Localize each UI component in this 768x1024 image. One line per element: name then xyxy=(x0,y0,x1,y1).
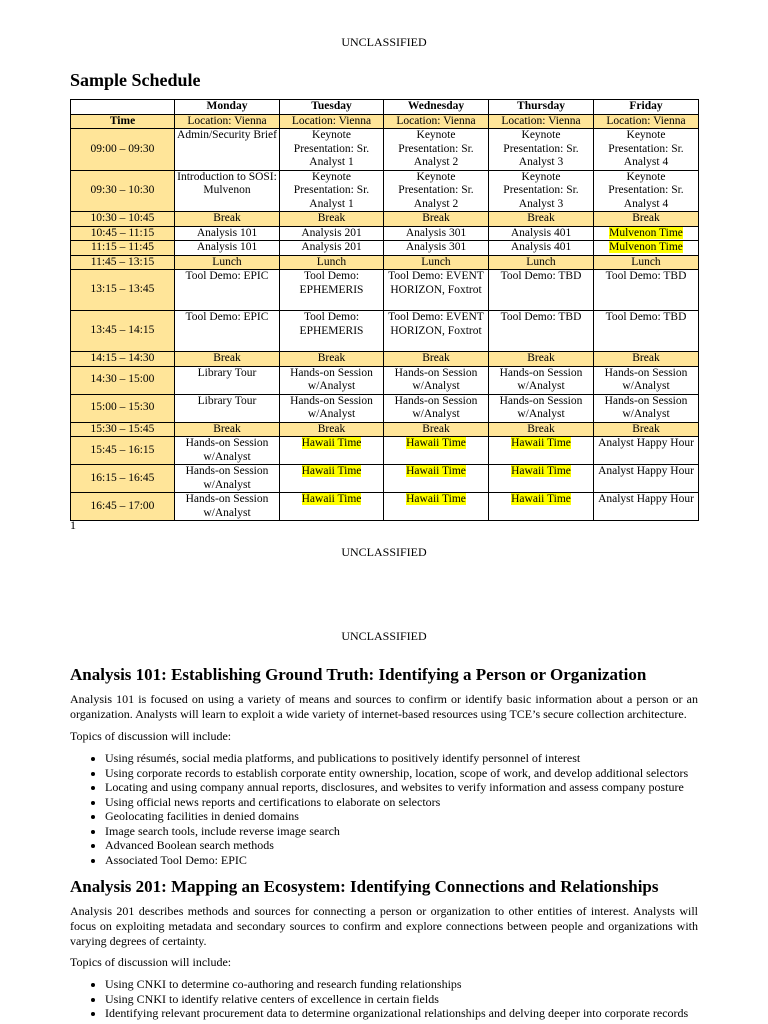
schedule-row xyxy=(71,366,699,394)
analysis-201-topics-intro: Topics of discussion will include: xyxy=(70,955,232,969)
day-header-row xyxy=(71,100,699,115)
session-cell: Keynote Presentation: Sr. Analyst 3 xyxy=(489,170,594,212)
session-cell: Lunch xyxy=(594,255,699,270)
highlighted-session-text: Hawaii Time xyxy=(511,465,571,477)
session-cell: Hands-on Session w/Analyst xyxy=(175,465,280,493)
corner-cell xyxy=(71,100,175,115)
highlighted-session-text: Mulvenon Time xyxy=(609,226,683,239)
session-cell xyxy=(489,493,594,521)
session-cell: Hands-on Session w/Analyst xyxy=(280,394,384,422)
session-cell: Keynote Presentation: Sr. Analyst 1 xyxy=(280,129,384,171)
session-cell xyxy=(489,437,594,465)
session-cell xyxy=(280,437,384,465)
session-cell: Analyst Happy Hour xyxy=(594,493,699,521)
session-cell: Introduction to SOSI: Mulvenon xyxy=(175,170,280,212)
session-cell: Analysis 401 xyxy=(489,226,594,241)
session-cell xyxy=(384,465,489,493)
session-cell: Hands-on Session w/Analyst xyxy=(489,366,594,394)
session-cell: Break xyxy=(384,212,489,227)
session-cell xyxy=(384,437,489,465)
analysis-201-heading: Analysis 201: Mapping an Ecosystem: Identifying Connections and Relationships xyxy=(70,877,659,896)
session-cell: Lunch xyxy=(384,255,489,270)
session-cell: Tool Demo: EPHEMERIS xyxy=(280,270,384,311)
session-cell: Analysis 101 xyxy=(175,241,280,256)
location-cell: Location: Vienna xyxy=(384,114,489,129)
classification-marking-bottom: UNCLASSIFIED xyxy=(341,545,427,559)
analysis-101-topic-list xyxy=(70,751,733,867)
session-cell: Keynote Presentation: Sr. Analyst 2 xyxy=(384,170,489,212)
analysis-101-topics-intro: Topics of discussion will include: xyxy=(70,729,232,743)
highlighted-session-text: Hawaii Time xyxy=(511,493,571,505)
highlighted-session-text: Hawaii Time xyxy=(511,437,571,449)
list-item: • Using résumés, social media platforms, and publications to positively identify personnel of interest xyxy=(105,751,733,766)
time-slot-cell: 14:30 – 15:00 xyxy=(71,366,175,394)
schedule-row xyxy=(71,170,699,212)
session-cell: Break xyxy=(175,422,280,437)
session-cell: Tool Demo: EPIC xyxy=(175,270,280,311)
time-header: Time xyxy=(71,114,175,129)
time-slot-cell: 11:15 – 11:45 xyxy=(71,241,175,256)
session-cell: Tool Demo: TBD xyxy=(489,270,594,311)
schedule-row xyxy=(71,255,699,270)
session-cell: Keynote Presentation: Sr. Analyst 2 xyxy=(384,129,489,171)
session-cell: Lunch xyxy=(489,255,594,270)
session-cell: Break xyxy=(489,422,594,437)
session-cell: Library Tour xyxy=(175,366,280,394)
location-cell: Location: Vienna xyxy=(594,114,699,129)
session-cell: Break xyxy=(594,352,699,367)
time-slot-cell: 15:00 – 15:30 xyxy=(71,394,175,422)
session-cell xyxy=(384,493,489,521)
list-item: • Using CNKI to determine co-authoring and research funding relationships xyxy=(105,977,733,992)
schedule-row xyxy=(71,437,699,465)
analysis-101-paragraph: Analysis 101 is focused on using a variety of means and sources to confirm or identify basic information about a person or an organization. Analysts will learn to exploit a wide variety of internet-based resources using TCE’s secure collection architecture. xyxy=(70,692,698,721)
analysis-201-paragraph: Analysis 201 describes methods and sources for connecting a person or organization to other entities of interest. Analysts will focus on exploiting metadata and secondary sources to confirm and explore connections between people and organizations with varying degrees of certainty. xyxy=(70,904,698,948)
session-cell: Tool Demo: TBD xyxy=(594,270,699,311)
time-slot-cell: 13:15 – 13:45 xyxy=(71,270,175,311)
list-item: • Identifying relevant procurement data to determine organizational relationships and delving deeper into corporate records xyxy=(105,1006,733,1021)
schedule-row xyxy=(71,212,699,227)
highlighted-session-text: Hawaii Time xyxy=(406,437,466,449)
highlighted-session-text: Hawaii Time xyxy=(301,493,362,505)
highlighted-session-text: Mulvenon Time xyxy=(609,241,683,253)
session-cell: Break xyxy=(280,422,384,437)
session-cell: Hands-on Session w/Analyst xyxy=(594,366,699,394)
analysis-101-heading: Analysis 101: Establishing Ground Truth: Identifying a Person or Organization xyxy=(70,665,647,684)
session-cell: Analysis 401 xyxy=(489,241,594,256)
time-slot-cell: 09:00 – 09:30 xyxy=(71,129,175,171)
schedule-row xyxy=(71,465,699,493)
schedule-row xyxy=(71,352,699,367)
schedule-row xyxy=(71,394,699,422)
day-header: Friday xyxy=(594,100,699,115)
session-cell xyxy=(489,465,594,493)
time-slot-cell: 09:30 – 10:30 xyxy=(71,170,175,212)
session-cell: Hands-on Session w/Analyst xyxy=(280,366,384,394)
session-cell: Hands-on Session w/Analyst xyxy=(384,366,489,394)
session-cell: Lunch xyxy=(280,255,384,270)
session-cell: Hands-on Session w/Analyst xyxy=(594,394,699,422)
session-cell: Break xyxy=(175,352,280,367)
list-item: • Using official news reports and certifications to elaborate on selectors xyxy=(105,795,733,810)
session-cell xyxy=(594,226,699,241)
schedule-row xyxy=(71,241,699,256)
list-item: • Advanced Boolean search methods xyxy=(105,838,733,853)
session-cell: Break xyxy=(594,422,699,437)
time-slot-cell: 10:30 – 10:45 xyxy=(71,212,175,227)
time-slot-cell: 15:30 – 15:45 xyxy=(71,422,175,437)
session-cell: Tool Demo: EVENT HORIZON, Foxtrot xyxy=(384,311,489,352)
session-cell: Analysis 201 xyxy=(280,226,384,241)
session-cell: Library Tour xyxy=(175,394,280,422)
classification-marking-page2: UNCLASSIFIED xyxy=(341,629,427,643)
session-cell: Analyst Happy Hour xyxy=(594,465,699,493)
session-cell: Tool Demo: TBD xyxy=(594,311,699,352)
session-cell: Break xyxy=(594,212,699,227)
session-cell: Tool Demo: TBD xyxy=(489,311,594,352)
session-cell: Tool Demo: EVENT HORIZON, Foxtrot xyxy=(384,270,489,311)
day-header: Monday xyxy=(175,100,280,115)
session-cell: Lunch xyxy=(175,255,280,270)
list-item: • Using corporate records to establish corporate entity ownership, location, scope of work, and develop additional selectors xyxy=(105,766,733,781)
session-cell: Keynote Presentation: Sr. Analyst 4 xyxy=(594,129,699,171)
analysis-201-topic-list xyxy=(70,977,733,1021)
list-item: • Using CNKI to identify relative centers of excellence in certain fields xyxy=(105,992,733,1007)
time-slot-cell: 16:15 – 16:45 xyxy=(71,465,175,493)
session-cell: Keynote Presentation: Sr. Analyst 3 xyxy=(489,129,594,171)
session-cell: Hands-on Session w/Analyst xyxy=(489,394,594,422)
schedule-row xyxy=(71,270,699,311)
classification-marking-top: UNCLASSIFIED xyxy=(341,35,427,49)
schedule-row xyxy=(71,422,699,437)
session-cell xyxy=(280,465,384,493)
session-cell: Break xyxy=(384,422,489,437)
highlighted-session-text: Hawaii Time xyxy=(301,437,362,449)
time-slot-cell: 16:45 – 17:00 xyxy=(71,493,175,521)
session-cell: Break xyxy=(489,212,594,227)
session-cell: Tool Demo: EPHEMERIS xyxy=(280,311,384,352)
schedule-row xyxy=(71,493,699,521)
location-cell: Location: Vienna xyxy=(489,114,594,129)
session-cell: Analyst Happy Hour xyxy=(594,437,699,465)
session-cell: Hands-on Session w/Analyst xyxy=(175,437,280,465)
session-cell: Tool Demo: EPIC xyxy=(175,311,280,352)
list-item: • Associated Tool Demo: EPIC xyxy=(105,853,733,868)
session-cell xyxy=(594,241,699,256)
list-item: • Image search tools, include reverse image search xyxy=(105,824,733,839)
session-cell: Break xyxy=(175,212,280,227)
schedule-table xyxy=(70,99,699,521)
time-slot-cell: 13:45 – 14:15 xyxy=(71,311,175,352)
session-cell: Analysis 301 xyxy=(384,241,489,256)
schedule-row xyxy=(71,311,699,352)
schedule-row xyxy=(71,129,699,171)
session-cell: Break xyxy=(280,212,384,227)
day-header: Wednesday xyxy=(384,100,489,115)
location-cell: Location: Vienna xyxy=(175,114,280,129)
time-slot-cell: 15:45 – 16:15 xyxy=(71,437,175,465)
session-cell: Analysis 301 xyxy=(384,226,489,241)
session-cell: Keynote Presentation: Sr. Analyst 1 xyxy=(280,170,384,212)
highlighted-session-text: Hawaii Time xyxy=(406,465,466,477)
highlighted-session-text: Hawaii Time xyxy=(301,465,362,477)
list-item: • Geolocating facilities in denied domains xyxy=(105,809,733,824)
page-number: 1 xyxy=(70,518,76,532)
location-row xyxy=(71,114,699,129)
session-cell: Admin/Security Brief xyxy=(175,129,280,171)
session-cell: Break xyxy=(489,352,594,367)
session-cell xyxy=(280,493,384,521)
session-cell: Analysis 201 xyxy=(280,241,384,256)
time-slot-cell: 11:45 – 13:15 xyxy=(71,255,175,270)
session-cell: Hands-on Session w/Analyst xyxy=(384,394,489,422)
day-header: Tuesday xyxy=(280,100,384,115)
day-header: Thursday xyxy=(489,100,594,115)
session-cell: Keynote Presentation: Sr. Analyst 4 xyxy=(594,170,699,212)
session-cell: Hands-on Session w/Analyst xyxy=(175,493,280,521)
highlighted-session-text: Hawaii Time xyxy=(406,493,466,505)
schedule-row xyxy=(71,226,699,241)
schedule-title: Sample Schedule xyxy=(70,70,201,90)
session-cell: Break xyxy=(280,352,384,367)
time-slot-cell: 10:45 – 11:15 xyxy=(71,226,175,241)
time-slot-cell: 14:15 – 14:30 xyxy=(71,352,175,367)
location-cell: Location: Vienna xyxy=(280,114,384,129)
session-cell: Break xyxy=(384,352,489,367)
schedule-body xyxy=(71,129,699,521)
list-item: • Locating and using company annual reports, disclosures, and websites to verify information and assess company posture xyxy=(105,780,733,795)
session-cell: Analysis 101 xyxy=(175,226,280,241)
